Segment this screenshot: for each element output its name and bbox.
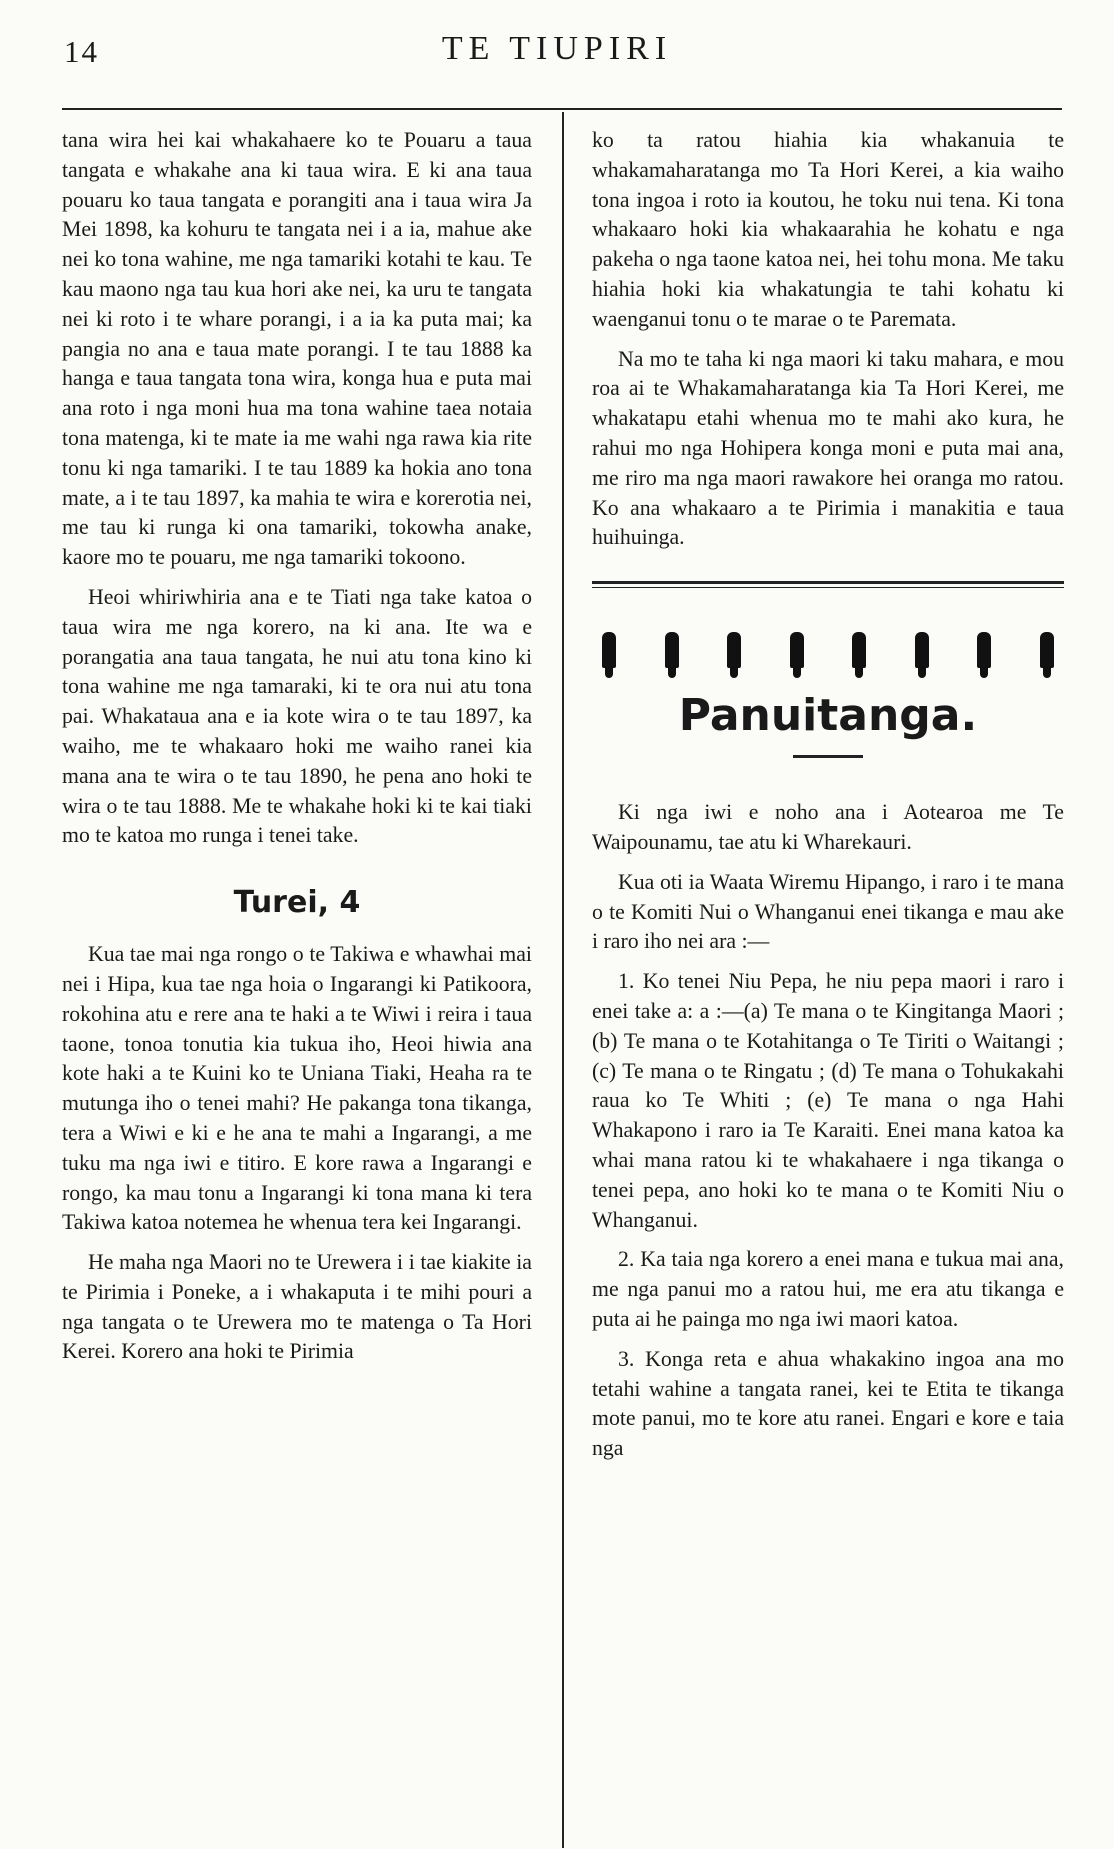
right-column [592,126,1064,1474]
hand-ornament-icon [915,632,929,668]
ornament-row [592,632,1064,668]
hand-ornament-icon [602,632,616,668]
page-number: 14 [64,34,99,69]
notice-title: Panuitanga. [678,690,978,742]
paragraph: Na mo te taha ki nga maori ki taku mahara, e mou roa ai te Whakamaharatanga kia Ta Hori Kerei, me whakatapu etahi whenua mo te mahi ako kura, he rahui mo nga Hohipera konga moni e puta mai ana, me riro ma nga maori rawakore hei oranga mo ratou. Ko ana whakaaro a te Pirimia i manakitia e taua huihuinga. [592,346,1064,550]
paragraph: Ki nga iwi e noho ana i Aotearoa me Te Waipounamu, tae atu ki Wharekauri. [592,800,1064,854]
hand-ornament-icon [852,632,866,668]
page-header: TE TIUPIRI [441,30,673,67]
paragraph: Kua tae mai nga rongo o te Takiwa e whawhai mai nei i Hipa, kua tae nga hoia o Ingarangi ki Patikoora, rokohina atu e rere ana te haki a te Wiwi i reira i taua taone, tonoa tonutia kia tukua iho, Heoi hiwia ana kote haki a te Kuini ko te Uniana Tiaki, Heaha ra te mutunga iho o tenei mahi? He pakanga tona tikanga, tera a Wiwi e ki e he ana te mahi a Ingarangi, a me tuku ma nga iwi e titiro. E kore rawa a Ingarangi e rongo, ka mau tonu a Ingarangi ki tona mana ki tera Takiwa katoa notemea he whenua tera kei Ingarangi. [62,942,532,1235]
paragraph: He maha nga Maori no te Urewera i i tae kiakite ia te Pirimia i Poneke, a i whakaputa i te mihi pouri a nga tangata o te Urewera mo te matenga o Ta Hori Kerei. Korero ana hoki te Pirimia [62,1250,532,1364]
paragraph: ko ta ratou hiahia kia whakanuia te whakamaharatanga mo Ta Hori Kerei, a kia waiho tona ingoa i roto ia koutou, he toku nui tena. Ki tona whakaaro hoki kia whakaarahia he kohatu e nga pakeha o nga taone katoa nei, hei tohu mona. Me taku hiahia hoki kia whakatungia te tahi kohatu ki waenganui tonu o te marae o te Paremata. [592,128,1064,331]
hand-ornament-icon [977,632,991,668]
hand-ornament-icon [790,632,804,668]
paragraph: 3. Konga reta e ahua whakakino ingoa ana mo tetahi wahine a tangata ranei, kei te Etita te tikanga mote panui, mo te kore atu ranei. Engari e kore e taia nga [592,1346,1064,1461]
header-rule [62,108,1062,110]
hand-ornament-icon [727,632,741,668]
left-column [62,126,532,1377]
column-divider [562,112,564,1848]
section-heading: Turei, 4 [233,885,361,921]
hand-ornament-icon [1040,632,1054,668]
paragraph: 1. Ko tenei Niu Pepa, he niu pepa maori i raro i enei take a: a :—(a) Te mana o te Kingitanga Maori ; (b) Te mana o te Kotahitanga o Te Tiriti o Waitangi ; (c) Te mana o te Ringatu ; (d) Te mana o Tohukakahi raua ko Te Whiti ; (e) Te mana o nga Hahi Whakapono i raro ia Te Karaiti. Enei mana katoa ka whai mana ratou ki te whakahaere i nga tikanga o tenei pepa, ano hoki ko te mana o te Komiti Niu o Whanganui. [592,969,1064,1232]
short-rule [793,755,863,758]
hand-ornament-icon [665,632,679,668]
paragraph: tana wira hei kai whakahaere ko te Pouaru a taua tangata e whakahe ana ki taua wira. E ki ana taua pouaru ko taua tangata e porangiti ana i taua wira Ja Mei 1898, ka kohuru te tangata nei i a ia, mahue ake nei ko tona wahine, me nga tamariki kotahi te kau. Te kau maono nga tau kua hori ake nei, ka uru te tangata nei ki roto i te whare porangi, i a ia ka puta mai; ka pangia no ana e taua mate porangi. I te tau 1888 ka hanga e taua tangata tona wira, konga hua e puta mai ana roto i nga moni hua ma tona wahine taea notaia tona matenga, ki te mate ia me wahi nga rawa kia rite tonu ki nga tamariki. I te tau 1889 ka hokia ano tona mate, a i te tau 1897, ka mahia te wira e korerotia nei, me tau ki runga ki ona tamariki, tokowha anake, kaore mo te pouaru, me nga tamariki tokoono. [62,128,532,570]
paragraph: Kua oti ia Waata Wiremu Hipango, i raro i te mana o te Komiti Nui o Whanganui enei tikanga e mau ake i raro iho nei ara :— [592,869,1064,954]
paragraph: Heoi whiriwhiria ana e te Tiati nga take katoa o taua wira me nga korero, na ki ana. Ite wa e porangatia ana taua tangata, he nui atu tona kino ki tona wahine me nga tamaraki, ki te ora nui atu tona pai. Whakataua ana e ia kote wira o te tau 1897, ka waiho, me te whakaaro hoki me waiho ranei kia mana ana te wira o te tau 1890, he pena ano hoki te wira o te tau 1888. Me te whakahe hoki ki te kai tiaki mo te katoa mo runga i tenei take. [62,584,532,848]
section-divider [592,581,1064,588]
paragraph: 2. Ka taia nga korero a enei mana e tukua mai ana, me nga panui mo a ratou hui, me era atu tikanga e puta ai he painga mo nga iwi maori katoa. [592,1247,1064,1331]
